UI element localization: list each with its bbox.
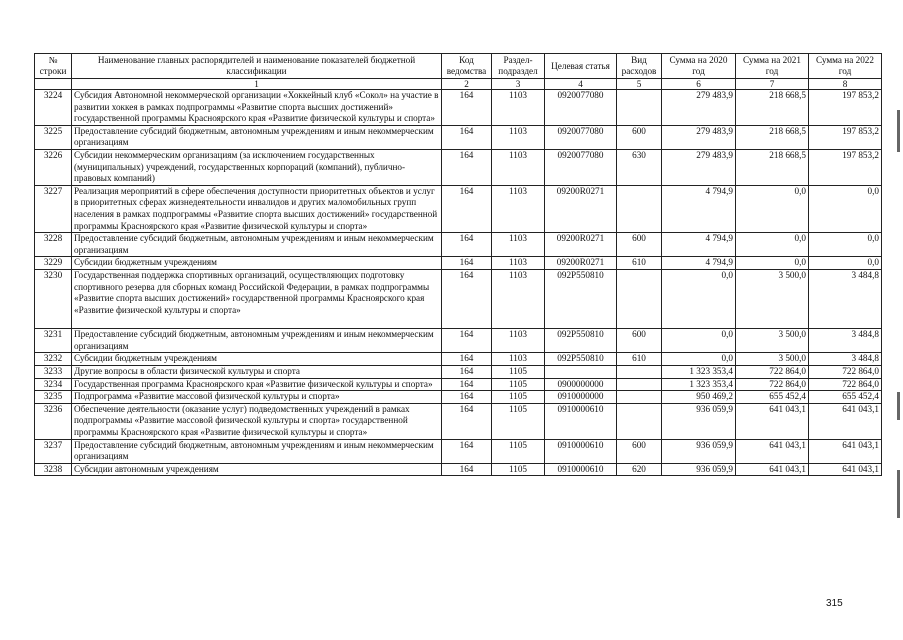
column-number-row <box>35 79 882 90</box>
row-department-code: 164 <box>442 90 492 126</box>
row-number: 3233 <box>35 366 72 379</box>
row-name: Государственная поддержка спортивных организаций, осуществляющих подготовку спортивного резерва для сборных команд Российской Федерации, в рамках подпрограммы «Развитие спорта высших достижений» государственной программы Красноярского края «Развитие физической культуры и спорта» <box>72 269 442 328</box>
row-target-article: 092P550810 <box>545 329 617 353</box>
row-target-article: 092P550810 <box>545 353 617 366</box>
row-number: 3226 <box>35 149 72 185</box>
row-section: 1105 <box>492 366 545 379</box>
row-expense-type <box>617 366 662 379</box>
row-amount-2021: 3 500,0 <box>736 269 809 328</box>
row-amount-2022: 0,0 <box>809 185 882 232</box>
row-amount-2021: 655 452,4 <box>736 391 809 404</box>
row-expense-type <box>617 90 662 126</box>
row-name: Субсидии бюджетным учреждениям <box>72 257 442 270</box>
table-row <box>35 90 882 126</box>
row-name: Другие вопросы в области физической культуры и спорта <box>72 366 442 379</box>
row-amount-2020: 0,0 <box>662 329 736 353</box>
row-number: 3229 <box>35 257 72 270</box>
row-amount-2022: 722 864,0 <box>809 366 882 379</box>
table-row <box>35 378 882 391</box>
column-number: 1 <box>72 79 442 90</box>
row-number: 3228 <box>35 233 72 257</box>
row-amount-2021: 3 500,0 <box>736 353 809 366</box>
row-department-code: 164 <box>442 463 492 476</box>
column-number: 6 <box>662 79 736 90</box>
row-number: 3231 <box>35 329 72 353</box>
row-amount-2020: 950 469,2 <box>662 391 736 404</box>
row-number: 3232 <box>35 353 72 366</box>
row-amount-2021: 641 043,1 <box>736 439 809 463</box>
row-number: 3235 <box>35 391 72 404</box>
row-target-article: 0920077080 <box>545 90 617 126</box>
row-amount-2022: 197 853,2 <box>809 125 882 149</box>
row-amount-2021: 3 500,0 <box>736 329 809 353</box>
table-body <box>35 90 882 476</box>
row-amount-2020: 1 323 353,4 <box>662 378 736 391</box>
row-name: Предоставление субсидий бюджетным, автономным учреждениям и иным некоммерческим организациям <box>72 439 442 463</box>
row-section: 1103 <box>492 353 545 366</box>
row-number: 3234 <box>35 378 72 391</box>
header-row <box>35 54 882 79</box>
row-target-article: 09200R0271 <box>545 257 617 270</box>
header-target-article: Целевая статья <box>545 54 617 79</box>
row-amount-2020: 4 794,9 <box>662 257 736 270</box>
row-target-article <box>545 366 617 379</box>
row-amount-2020: 4 794,9 <box>662 185 736 232</box>
row-amount-2020: 0,0 <box>662 269 736 328</box>
scan-edge-mark <box>897 392 900 420</box>
row-amount-2020: 4 794,9 <box>662 233 736 257</box>
row-number: 3230 <box>35 269 72 328</box>
row-amount-2021: 218 668,5 <box>736 125 809 149</box>
row-amount-2022: 3 484,8 <box>809 269 882 328</box>
row-amount-2022: 3 484,8 <box>809 353 882 366</box>
row-number: 3236 <box>35 403 72 439</box>
row-department-code: 164 <box>442 403 492 439</box>
table-row <box>35 233 882 257</box>
row-amount-2021: 0,0 <box>736 233 809 257</box>
row-name: Государственная программа Красноярского края «Развитие физической культуры и спорта» <box>72 378 442 391</box>
row-name: Предоставление субсидий бюджетным, автономным учреждениям и иным некоммерческим организациям <box>72 329 442 353</box>
row-section: 1103 <box>492 329 545 353</box>
row-expense-type <box>617 185 662 232</box>
row-expense-type: 600 <box>617 125 662 149</box>
row-expense-type: 610 <box>617 353 662 366</box>
table-row <box>35 329 882 353</box>
row-target-article: 0910000610 <box>545 403 617 439</box>
row-amount-2020: 279 483,9 <box>662 125 736 149</box>
column-number: 2 <box>442 79 492 90</box>
row-expense-type <box>617 269 662 328</box>
row-amount-2021: 218 668,5 <box>736 90 809 126</box>
row-expense-type: 620 <box>617 463 662 476</box>
column-number: 7 <box>736 79 809 90</box>
row-name: Субсидии бюджетным учреждениям <box>72 353 442 366</box>
row-target-article: 0920077080 <box>545 125 617 149</box>
row-target-article: 0910000000 <box>545 391 617 404</box>
row-amount-2020: 936 059,9 <box>662 439 736 463</box>
page-number: 315 <box>826 598 843 609</box>
table-row <box>35 257 882 270</box>
row-department-code: 164 <box>442 391 492 404</box>
header-row-number: № строки <box>35 54 72 79</box>
table-header <box>35 54 882 90</box>
row-department-code: 164 <box>442 329 492 353</box>
table-row <box>35 463 882 476</box>
row-expense-type: 600 <box>617 439 662 463</box>
row-name: Субсидия Автономной некоммерческой организации «Хоккейный клуб «Сокол» на участие в развитии хоккея в рамках подпрограммы «Развитие спорта высших достижений» государственной программы Красноярского края «Развитие физической культуры и спорта» <box>72 90 442 126</box>
row-section: 1103 <box>492 233 545 257</box>
row-amount-2022: 655 452,4 <box>809 391 882 404</box>
row-number: 3225 <box>35 125 72 149</box>
row-department-code: 164 <box>442 185 492 232</box>
row-target-article: 09200R0271 <box>545 233 617 257</box>
row-department-code: 164 <box>442 257 492 270</box>
column-number: 3 <box>492 79 545 90</box>
column-number <box>35 79 72 90</box>
row-section: 1103 <box>492 90 545 126</box>
budget-table <box>34 53 882 476</box>
row-expense-type: 600 <box>617 329 662 353</box>
row-section: 1105 <box>492 391 545 404</box>
header-name: Наименование главных распорядителей и наименование показателей бюджетной классификации <box>72 54 442 79</box>
row-amount-2021: 218 668,5 <box>736 149 809 185</box>
table-row <box>35 366 882 379</box>
row-name: Субсидии некоммерческим организациям (за исключением государственных (муниципальных) учреждений, государственных корпораций (компаний), публично-правовых компаний) <box>72 149 442 185</box>
row-number: 3224 <box>35 90 72 126</box>
header-amount-2021: Сумма на 2021 год <box>736 54 809 79</box>
row-target-article: 092P550810 <box>545 269 617 328</box>
row-section: 1105 <box>492 439 545 463</box>
row-department-code: 164 <box>442 366 492 379</box>
row-section: 1103 <box>492 185 545 232</box>
table-row <box>35 269 882 328</box>
row-target-article: 0920077080 <box>545 149 617 185</box>
row-amount-2021: 722 864,0 <box>736 378 809 391</box>
row-department-code: 164 <box>442 233 492 257</box>
row-amount-2021: 641 043,1 <box>736 403 809 439</box>
row-amount-2022: 641 043,1 <box>809 403 882 439</box>
column-number: 5 <box>617 79 662 90</box>
row-number: 3237 <box>35 439 72 463</box>
row-department-code: 164 <box>442 378 492 391</box>
row-amount-2022: 197 853,2 <box>809 149 882 185</box>
row-expense-type <box>617 403 662 439</box>
row-expense-type: 610 <box>617 257 662 270</box>
row-amount-2021: 641 043,1 <box>736 463 809 476</box>
row-amount-2021: 722 864,0 <box>736 366 809 379</box>
header-department-code: Код ведомства <box>442 54 492 79</box>
scan-edge-mark <box>897 110 900 152</box>
row-name: Предоставление субсидий бюджетным, автономным учреждениям и иным некоммерческим организациям <box>72 233 442 257</box>
row-name: Субсидии автономным учреждениям <box>72 463 442 476</box>
row-expense-type: 600 <box>617 233 662 257</box>
row-amount-2020: 279 483,9 <box>662 149 736 185</box>
row-amount-2020: 936 059,9 <box>662 403 736 439</box>
row-name: Обеспечение деятельности (оказание услуг) подведомственных учреждений в рамках подпрограммы «Развитие массовой физической культуры и спорта» государственной программы Красноярского края «Развитие физической культуры и спорта» <box>72 403 442 439</box>
row-section: 1103 <box>492 257 545 270</box>
header-amount-2022: Сумма на 2022 год <box>809 54 882 79</box>
row-target-article: 0910000610 <box>545 463 617 476</box>
header-section: Раздел-подраздел <box>492 54 545 79</box>
row-amount-2022: 0,0 <box>809 233 882 257</box>
row-section: 1103 <box>492 125 545 149</box>
row-expense-type: 630 <box>617 149 662 185</box>
row-expense-type <box>617 378 662 391</box>
row-expense-type <box>617 391 662 404</box>
row-target-article: 0900000000 <box>545 378 617 391</box>
table-row <box>35 403 882 439</box>
table-row <box>35 439 882 463</box>
row-amount-2022: 641 043,1 <box>809 439 882 463</box>
header-expense-type: Вид расходов <box>617 54 662 79</box>
table-row <box>35 391 882 404</box>
row-amount-2022: 3 484,8 <box>809 329 882 353</box>
row-target-article: 09200R0271 <box>545 185 617 232</box>
row-amount-2022: 722 864,0 <box>809 378 882 391</box>
row-name: Предоставление субсидий бюджетным, автономным учреждениям и иным некоммерческим организациям <box>72 125 442 149</box>
row-number: 3238 <box>35 463 72 476</box>
row-name: Подпрограмма «Развитие массовой физической культуры и спорта» <box>72 391 442 404</box>
row-section: 1105 <box>492 463 545 476</box>
row-amount-2020: 1 323 353,4 <box>662 366 736 379</box>
row-section: 1105 <box>492 403 545 439</box>
row-section: 1105 <box>492 378 545 391</box>
row-name: Реализация мероприятий в сфере обеспечения доступности приоритетных объектов и услуг в приоритетных сферах жизнедеятельности инвалидов и других маломобильных групп населения в рамках подпрограммы «Развитие спорта высших достижений» государственной программы Красноярского края «Развитие физической культуры и спорта» <box>72 185 442 232</box>
table-row <box>35 353 882 366</box>
row-department-code: 164 <box>442 149 492 185</box>
table-row <box>35 125 882 149</box>
row-amount-2020: 936 059,9 <box>662 463 736 476</box>
row-amount-2022: 0,0 <box>809 257 882 270</box>
table-row <box>35 185 882 232</box>
row-department-code: 164 <box>442 439 492 463</box>
column-number: 8 <box>809 79 882 90</box>
row-department-code: 164 <box>442 353 492 366</box>
row-section: 1103 <box>492 149 545 185</box>
row-number: 3227 <box>35 185 72 232</box>
row-amount-2020: 0,0 <box>662 353 736 366</box>
header-amount-2020: Сумма на 2020 год <box>662 54 736 79</box>
row-target-article: 0910000610 <box>545 439 617 463</box>
row-department-code: 164 <box>442 125 492 149</box>
row-amount-2021: 0,0 <box>736 257 809 270</box>
table-row <box>35 149 882 185</box>
row-amount-2022: 197 853,2 <box>809 90 882 126</box>
row-section: 1103 <box>492 269 545 328</box>
row-amount-2020: 279 483,9 <box>662 90 736 126</box>
column-number: 4 <box>545 79 617 90</box>
scan-edge-mark <box>897 470 900 518</box>
row-department-code: 164 <box>442 269 492 328</box>
row-amount-2022: 641 043,1 <box>809 463 882 476</box>
row-amount-2021: 0,0 <box>736 185 809 232</box>
